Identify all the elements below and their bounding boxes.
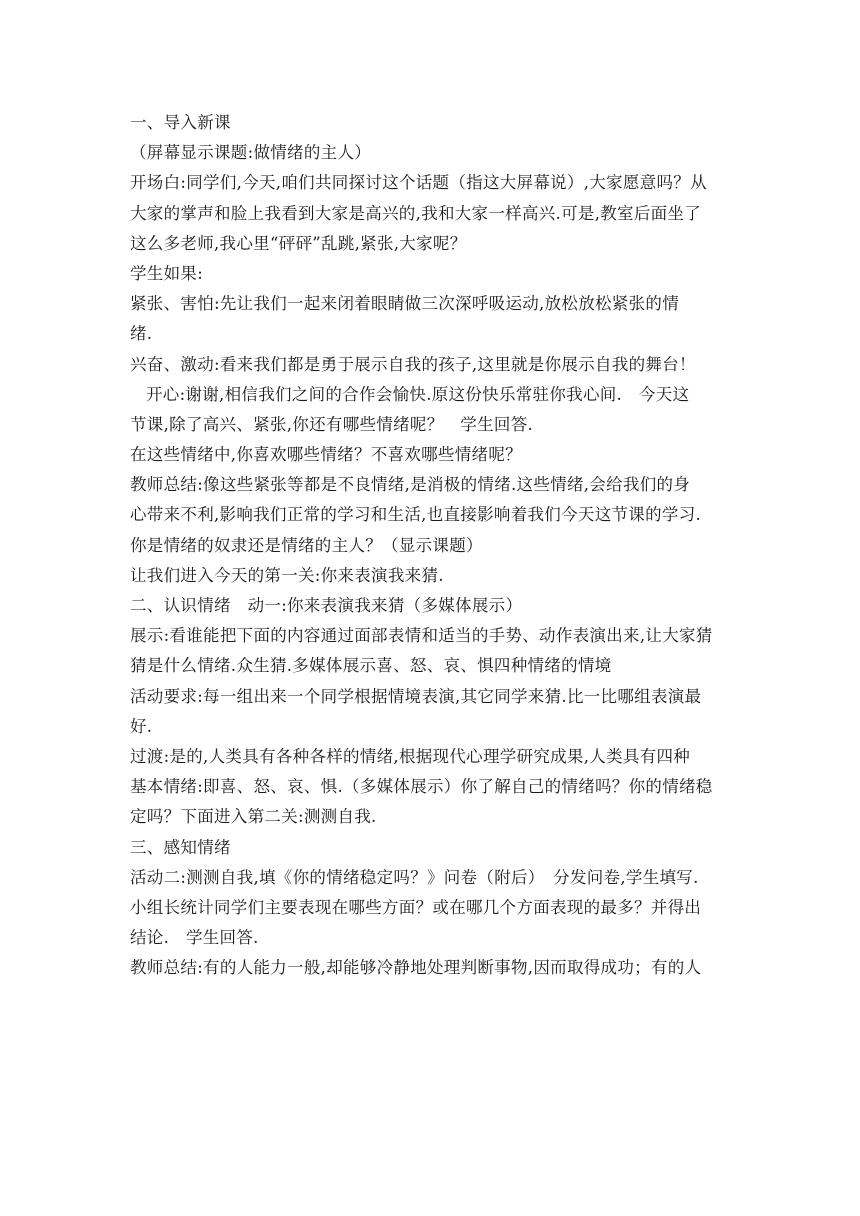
paragraph-line: 你是情绪的奴隶还是情绪的主人？（显示课题） xyxy=(130,535,483,555)
paragraph-line: 小组长统计同学们主要表现在哪些方面？或在哪几个方面表现的最多？并得出 xyxy=(130,897,702,917)
paragraph-line: 这么多老师,我心里“砰砰”乱跳,紧张,大家呢？ xyxy=(130,233,467,253)
section-heading-perceive: 三、感知情绪 xyxy=(130,837,231,857)
paragraph-line: 教师总结:有的人能力一般,却能够冷静地处理判断事物,因而取得成功；有的人 xyxy=(130,958,702,978)
section-heading-intro: 一、导入新课 xyxy=(130,113,231,132)
paragraph-line: 学生如果: xyxy=(130,263,204,283)
paragraph-line: 定吗？下面进入第二关:测测自我. xyxy=(130,807,377,827)
paragraph-line: 绪. xyxy=(130,324,153,344)
paragraph-line: 结论. 学生回答. xyxy=(130,928,259,948)
paragraph-line: 活动二:测测自我,填《你的情绪稳定吗？》问卷（附后） 分发问卷,学生填写. xyxy=(130,867,699,887)
document-body xyxy=(130,108,740,983)
paragraph-line: 兴奋、激动:看来我们都是勇于展示自我的孩子,这里就是你展示自我的舞台！ xyxy=(130,354,696,374)
paragraph-line: 紧张、害怕:先让我们一起来闭着眼睛做三次深呼吸运动,放松放松紧张的情 xyxy=(130,294,680,314)
paragraph-line: 展示:看谁能把下面的内容通过面部表情和适当的手势、动作表演出来,让大家猜 xyxy=(130,626,713,646)
paragraph-line: 好. xyxy=(130,716,153,736)
paragraph-line: 活动要求:每一组出来一个同学根据情境表演,其它同学来猜.比一比哪组表演最 xyxy=(130,686,702,706)
paragraph-line: 基本情绪:即喜、怒、哀、惧.（多媒体展示）你了解自己的情绪吗？你的情绪稳 xyxy=(130,777,713,797)
paragraph-line: 过渡:是的,人类具有各种各样的情绪,根据现代心理学研究成果,人类具有四种 xyxy=(130,746,691,766)
paragraph-line: 心带来不利,影响我们正常的学习和生活,也直接影响着我们今天这节课的学习. xyxy=(130,505,702,525)
paragraph-line: 大家的掌声和脸上我看到大家是高兴的,我和大家一样高兴.可是,教室后面坐了 xyxy=(130,203,702,223)
section-heading-recognize: 二、认识情绪 动一:你来表演我来猜（多媒体展示） xyxy=(130,596,523,615)
paragraph-line: 开心:谢谢,相信我们之间的合作会愉快.原这份快乐常驻你我心间. 今天这 xyxy=(146,384,690,404)
paragraph-line: 在这些情绪中,你喜欢哪些情绪？不喜欢哪些情绪呢？ xyxy=(130,445,522,465)
paragraph-line: 让我们进入今天的第一关:你来表演我来猜. xyxy=(130,565,444,585)
paragraph-line: 节课,除了高兴、紧张,你还有哪些情绪呢？ 学生回答. xyxy=(130,414,534,434)
paragraph-line: 教师总结:像这些紧张等都是不良情绪,是消极的情绪.这些情绪,会给我们的身 xyxy=(130,475,691,495)
paragraph-line: （屏幕显示课题:做情绪的主人） xyxy=(130,143,372,163)
paragraph-line: 开场白:同学们,今天,咱们共同探讨这个话题（指这大屏幕说）,大家愿意吗？从 xyxy=(130,173,707,193)
paragraph-line: 猜是什么情绪.众生猜.多媒体展示喜、怒、哀、惧四种情绪的情境 xyxy=(130,656,612,676)
